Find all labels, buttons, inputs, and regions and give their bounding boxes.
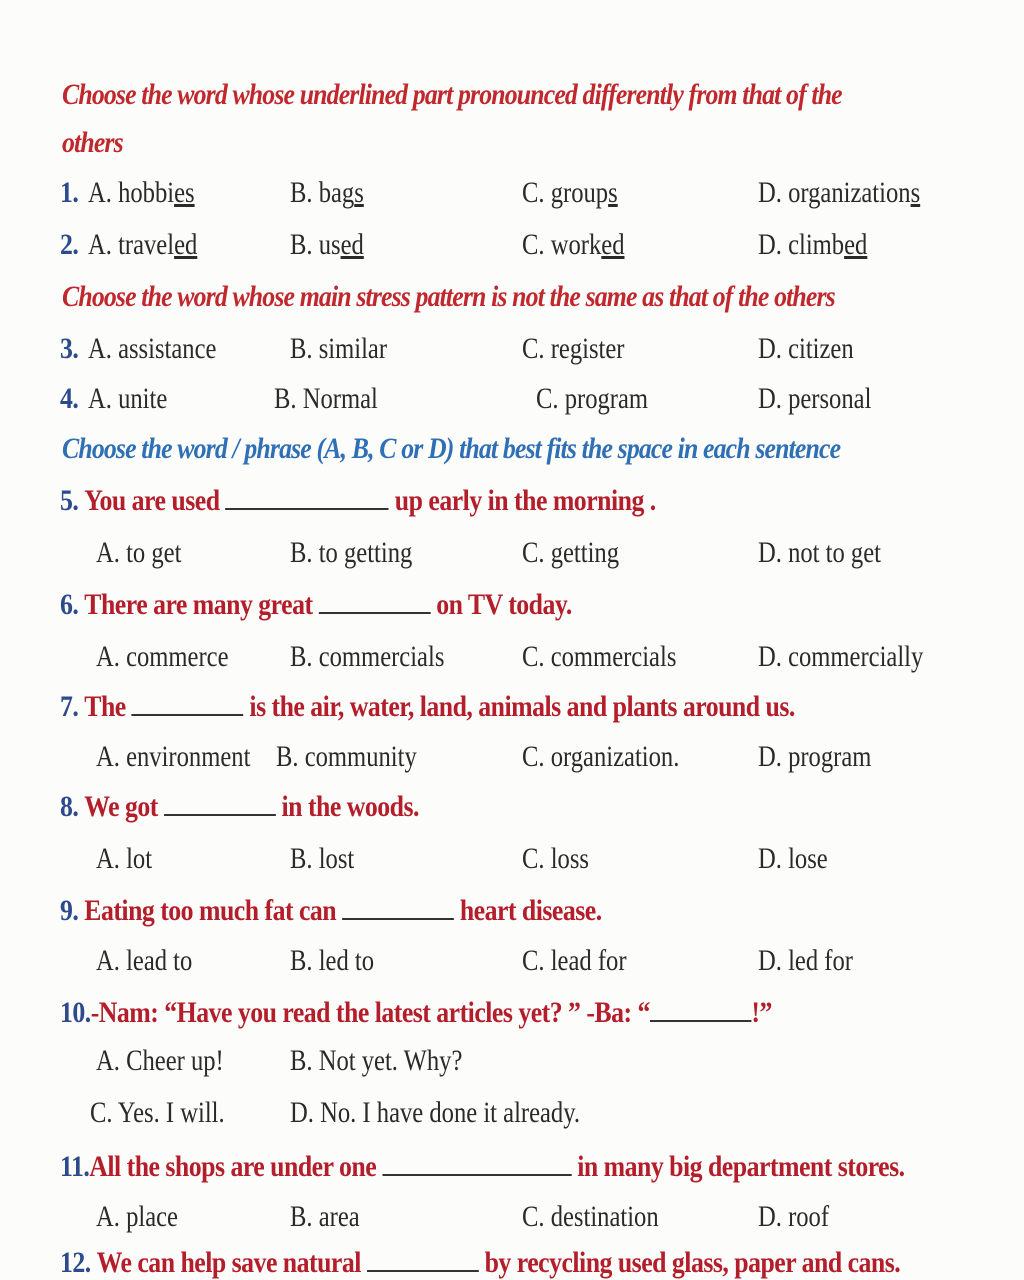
option-text: D. climb [758, 228, 845, 261]
option-d[interactable] [758, 228, 867, 262]
answer-blank[interactable] [342, 896, 454, 920]
option-a[interactable] [88, 228, 197, 262]
question-text-after: heart disease. [459, 894, 602, 927]
option-c[interactable]: C. commercials [522, 640, 677, 673]
underlined-part: ed [340, 228, 364, 261]
option-text: C. group [522, 176, 609, 209]
option-b[interactable]: B. to getting [290, 536, 413, 569]
option-c[interactable]: C. organization. [522, 740, 680, 773]
question-number: 7. [60, 690, 79, 723]
question-6 [60, 588, 572, 622]
underlined-part: s [910, 176, 921, 209]
option-text: C. work [522, 228, 602, 261]
question-number: 9. [60, 894, 79, 927]
answer-blank[interactable] [650, 998, 751, 1022]
question-number: 1. [60, 176, 79, 209]
question-text-after: !” [751, 996, 772, 1029]
option-b[interactable]: B. area [290, 1200, 360, 1233]
question-text-before: The [84, 690, 126, 723]
question-text-before: Eating too much fat can [84, 894, 337, 927]
option-b[interactable] [290, 176, 364, 210]
question-number: 5. [60, 484, 79, 517]
question-text-after: in the woods. [281, 790, 419, 823]
section-heading-fill-blank: Choose the word / phrase (A, B, C or D) that best fits the space in each sentence [62, 432, 841, 465]
question-text-after: by recycling used glass, paper and cans. [484, 1246, 901, 1279]
option-text: B. bag [290, 176, 355, 209]
option-b[interactable]: B. community [276, 740, 417, 773]
underlined-part: ed [174, 228, 198, 261]
option-a[interactable]: A. place [96, 1200, 178, 1233]
question-7 [60, 690, 795, 724]
section-heading-stress: Choose the word whose main stress pattern is not the same as that of the others [62, 280, 835, 313]
option-text: B. us [290, 228, 341, 261]
answer-blank[interactable] [367, 1248, 479, 1272]
section-heading-pronunciation-cont: others [62, 126, 123, 159]
option-b[interactable]: B. led to [290, 944, 375, 977]
answer-blank[interactable] [318, 590, 430, 614]
option-c[interactable]: C. register [522, 332, 625, 365]
question-text-before: We can help save natural [96, 1246, 361, 1279]
answer-blank[interactable] [225, 486, 388, 510]
option-a[interactable]: A. lead to [96, 944, 193, 977]
option-d[interactable]: D. personal [758, 382, 872, 415]
option-a[interactable]: A. environment [96, 740, 251, 773]
option-d[interactable] [758, 176, 920, 210]
option-a[interactable] [88, 176, 195, 210]
option-c[interactable] [522, 228, 625, 262]
option-d[interactable]: D. roof [758, 1200, 830, 1233]
underlined-part: s [608, 176, 618, 209]
option-b[interactable]: B. Normal [274, 382, 378, 415]
question-9 [60, 894, 602, 928]
question-11 [60, 1150, 905, 1184]
question-number: 6. [60, 588, 79, 621]
answer-blank[interactable] [132, 692, 244, 716]
option-c[interactable]: C. lead for [522, 944, 627, 977]
option-c[interactable]: C. loss [522, 842, 589, 875]
question-text-before: -Nam: “Have you read the latest articles yet? ” -Ba: “ [90, 996, 650, 1029]
question-5 [60, 484, 656, 518]
option-text: A. hobbi [88, 176, 175, 209]
question-number: 2. [60, 228, 79, 261]
underlined-part: ed [601, 228, 625, 261]
question-text-after: up early in the morning . [394, 484, 656, 517]
option-b[interactable]: B. similar [290, 332, 388, 365]
underlined-part: es [174, 176, 195, 209]
question-8 [60, 790, 419, 824]
question-12 [60, 1246, 900, 1280]
question-number: 12. [60, 1246, 91, 1279]
question-text-before: You are used [84, 484, 220, 517]
option-c[interactable] [522, 176, 618, 210]
underlined-part: s [354, 176, 364, 209]
option-a[interactable]: A. commerce [96, 640, 229, 673]
option-c[interactable]: C. program [536, 382, 649, 415]
option-d[interactable]: D. not to get [758, 536, 881, 569]
option-b[interactable] [290, 228, 364, 262]
option-d[interactable]: D. program [758, 740, 872, 773]
option-d[interactable]: D. led for [758, 944, 853, 977]
option-c[interactable]: C. destination [522, 1200, 659, 1233]
question-text-after: on TV today. [436, 588, 572, 621]
option-d[interactable]: D. lose [758, 842, 828, 875]
question-text-before: All the shops are under one [89, 1150, 377, 1183]
option-a[interactable]: A. lot [96, 842, 153, 875]
answer-blank[interactable] [382, 1152, 571, 1176]
option-a[interactable]: A. assistance [88, 332, 217, 365]
question-text-before: We got [84, 790, 158, 823]
section-heading-pronunciation: Choose the word whose underlined part pronounced differently from that of the [62, 78, 842, 111]
option-a[interactable]: A. Cheer up! [96, 1044, 224, 1077]
question-number: 4. [60, 382, 79, 415]
option-a[interactable]: A. to get [96, 536, 182, 569]
underlined-part: ed [844, 228, 868, 261]
option-b[interactable]: B. Not yet. Why? [290, 1044, 463, 1077]
question-text-before: There are many great [84, 588, 313, 621]
option-b[interactable]: B. commercials [290, 640, 445, 673]
answer-blank[interactable] [164, 792, 276, 816]
question-text-after: in many big department stores. [577, 1150, 905, 1183]
question-text-after: is the air, water, land, animals and plants around us. [249, 690, 795, 723]
option-d[interactable]: D. citizen [758, 332, 854, 365]
question-number: 8. [60, 790, 79, 823]
option-text: A. travel [88, 228, 175, 261]
option-b[interactable]: B. lost [290, 842, 355, 875]
question-number: 10. [60, 996, 91, 1029]
option-d[interactable]: D. commercially [758, 640, 924, 673]
option-text: D. organization [758, 176, 911, 209]
question-number: 11. [60, 1150, 90, 1183]
question-10 [60, 996, 772, 1030]
option-a[interactable]: A. unite [88, 382, 168, 415]
option-c[interactable]: C. getting [522, 536, 620, 569]
option-d[interactable]: D. No. I have done it already. [290, 1096, 581, 1129]
option-c[interactable]: C. Yes. I will. [90, 1096, 225, 1129]
question-number: 3. [60, 332, 79, 365]
